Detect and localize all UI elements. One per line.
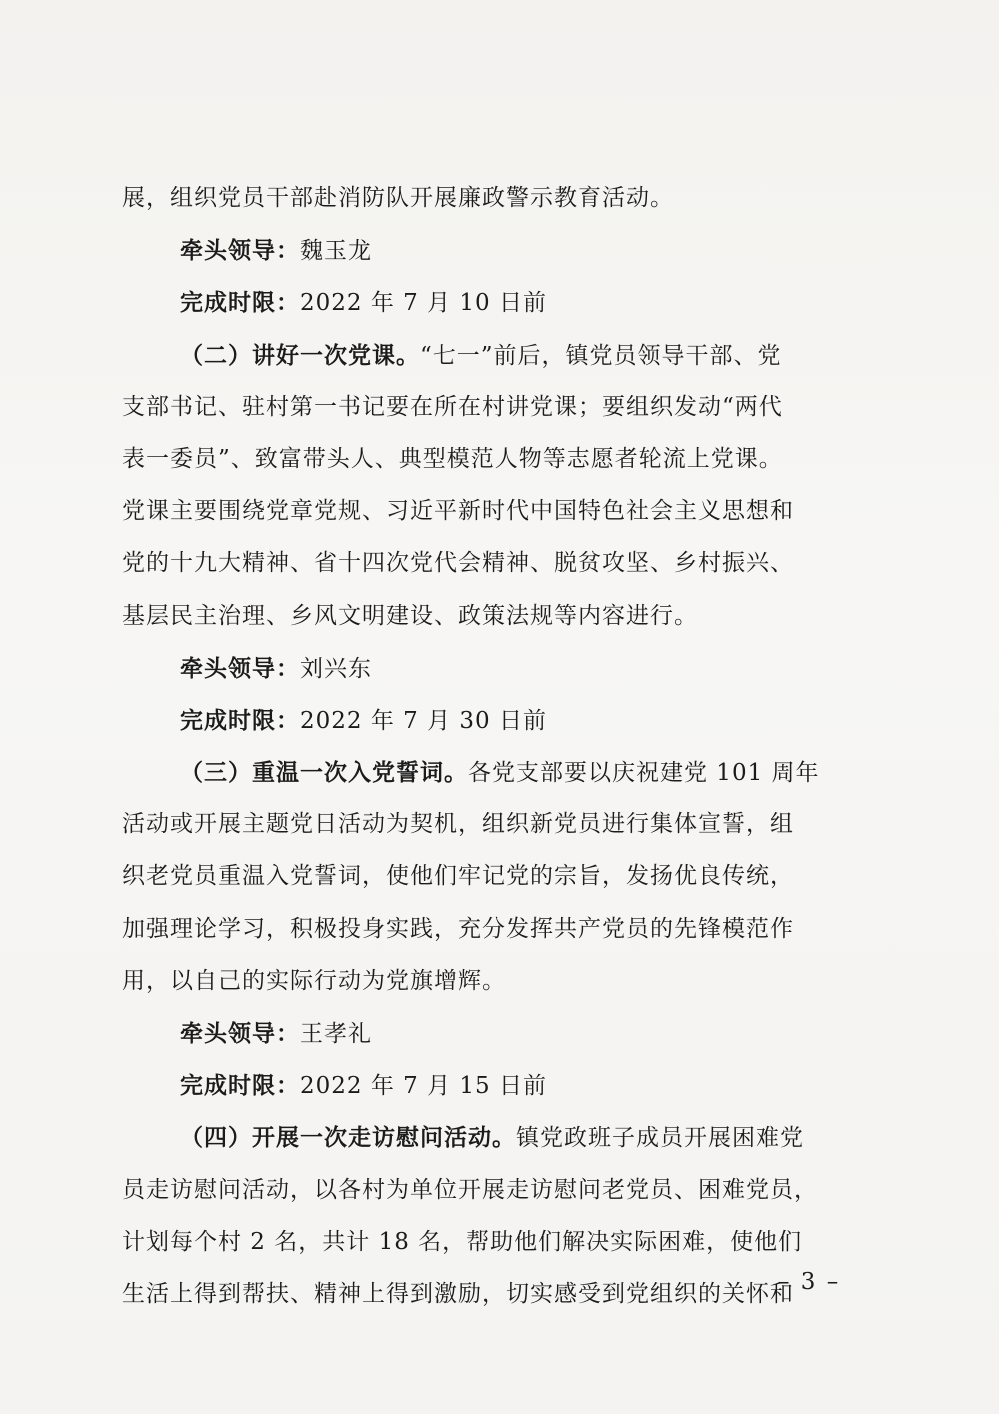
line-text: “七一”前后，镇党员领导干部、党 (420, 342, 782, 369)
line-text: 活动或开展主题党日活动为契机，组织新党员进行集体宣誓，组 (122, 811, 794, 838)
paragraph-line (122, 395, 852, 420)
page-number: – 3 – (778, 1269, 841, 1295)
deadline-value: 2022 年 7 月 15 日前 (300, 1073, 547, 1100)
line-text: 加强理论学习，积极投身实践，充分发挥共产党员的先锋模范作 (122, 915, 794, 942)
line-text: 织老党员重温入党誓词，使他们牢记党的宗旨，发扬优良传统， (122, 863, 794, 890)
lead-leader-name: 刘兴东 (300, 655, 372, 682)
paragraph-line (122, 1282, 852, 1307)
paragraph-line (122, 499, 852, 524)
paragraph-line (122, 969, 852, 994)
paragraph-line (122, 551, 852, 576)
paragraph-line (122, 604, 852, 629)
line-text: 镇党政班子成员开展困难党 (516, 1125, 804, 1152)
section-heading-line (122, 1125, 852, 1150)
line-text: 生活上得到帮扶、精神上得到激励，切实感受到党组织的关怀和 (122, 1280, 794, 1307)
lead-leader-line (122, 656, 852, 681)
paragraph-line (122, 917, 852, 942)
deadline-line (122, 708, 852, 733)
paragraph-line (122, 1178, 852, 1203)
line-text: 党的十九大精神、省十四次党代会精神、脱贫攻坚、乡村振兴、 (122, 550, 794, 577)
lead-leader-line (122, 238, 852, 263)
line-text: 各党支部要以庆祝建党 101 周年 (468, 760, 820, 787)
section-heading: （四）开展一次走访慰问活动。 (180, 1124, 516, 1152)
lead-leader-name: 王孝礼 (300, 1021, 372, 1047)
lead-leader-label: 牵头领导： (180, 654, 300, 682)
section-heading: （二）讲好一次党课。 (180, 341, 420, 369)
line-text: 计划每个村 2 名，共计 18 名，帮助他们解决实际困难，使他们 (122, 1228, 803, 1255)
deadline-value: 2022 年 7 月 10 日前 (300, 290, 547, 317)
deadline-line (122, 1073, 852, 1098)
lead-leader-label: 牵头领导： (180, 237, 300, 265)
deadline-label: 完成时限： (180, 706, 300, 734)
paragraph-line (122, 812, 852, 837)
line-text: 表一委员”、致富带头人、典型模范人物等志愿者轮流上党课。 (122, 445, 783, 472)
paragraph-line (122, 186, 852, 211)
paragraph-line (122, 864, 852, 889)
lead-leader-label: 牵头领导： (180, 1020, 300, 1047)
paragraph-line (122, 1230, 852, 1255)
line-text: 员走访慰问活动，以各村为单位开展走访慰问老党员、困难党员， (122, 1176, 818, 1203)
line-text: 用，以自己的实际行动为党旗增辉。 (122, 967, 506, 994)
line-text: 支部书记、驻村第一书记要在所在村讲党课；要组织发动“两代 (122, 393, 783, 420)
line-text: 党课主要围绕党章党规、习近平新时代中国特色社会主义思想和 (122, 498, 794, 525)
deadline-value: 2022 年 7 月 30 日前 (300, 707, 547, 734)
document-body (122, 186, 852, 1334)
line-text: 展，组织党员干部赴消防队开展廉政警示教育活动。 (122, 185, 674, 211)
lead-leader-line (122, 1021, 852, 1046)
paragraph-line (122, 447, 852, 472)
deadline-line (122, 290, 852, 315)
lead-leader-name: 魏玉龙 (300, 238, 372, 265)
section-heading-line (122, 343, 852, 368)
line-text: 基层民主治理、乡风文明建设、政策法规等内容进行。 (122, 602, 698, 629)
section-heading-line (122, 760, 852, 785)
deadline-label: 完成时限： (180, 289, 300, 317)
deadline-label: 完成时限： (180, 1072, 300, 1100)
section-heading: （三）重温一次入党誓词。 (180, 759, 468, 787)
